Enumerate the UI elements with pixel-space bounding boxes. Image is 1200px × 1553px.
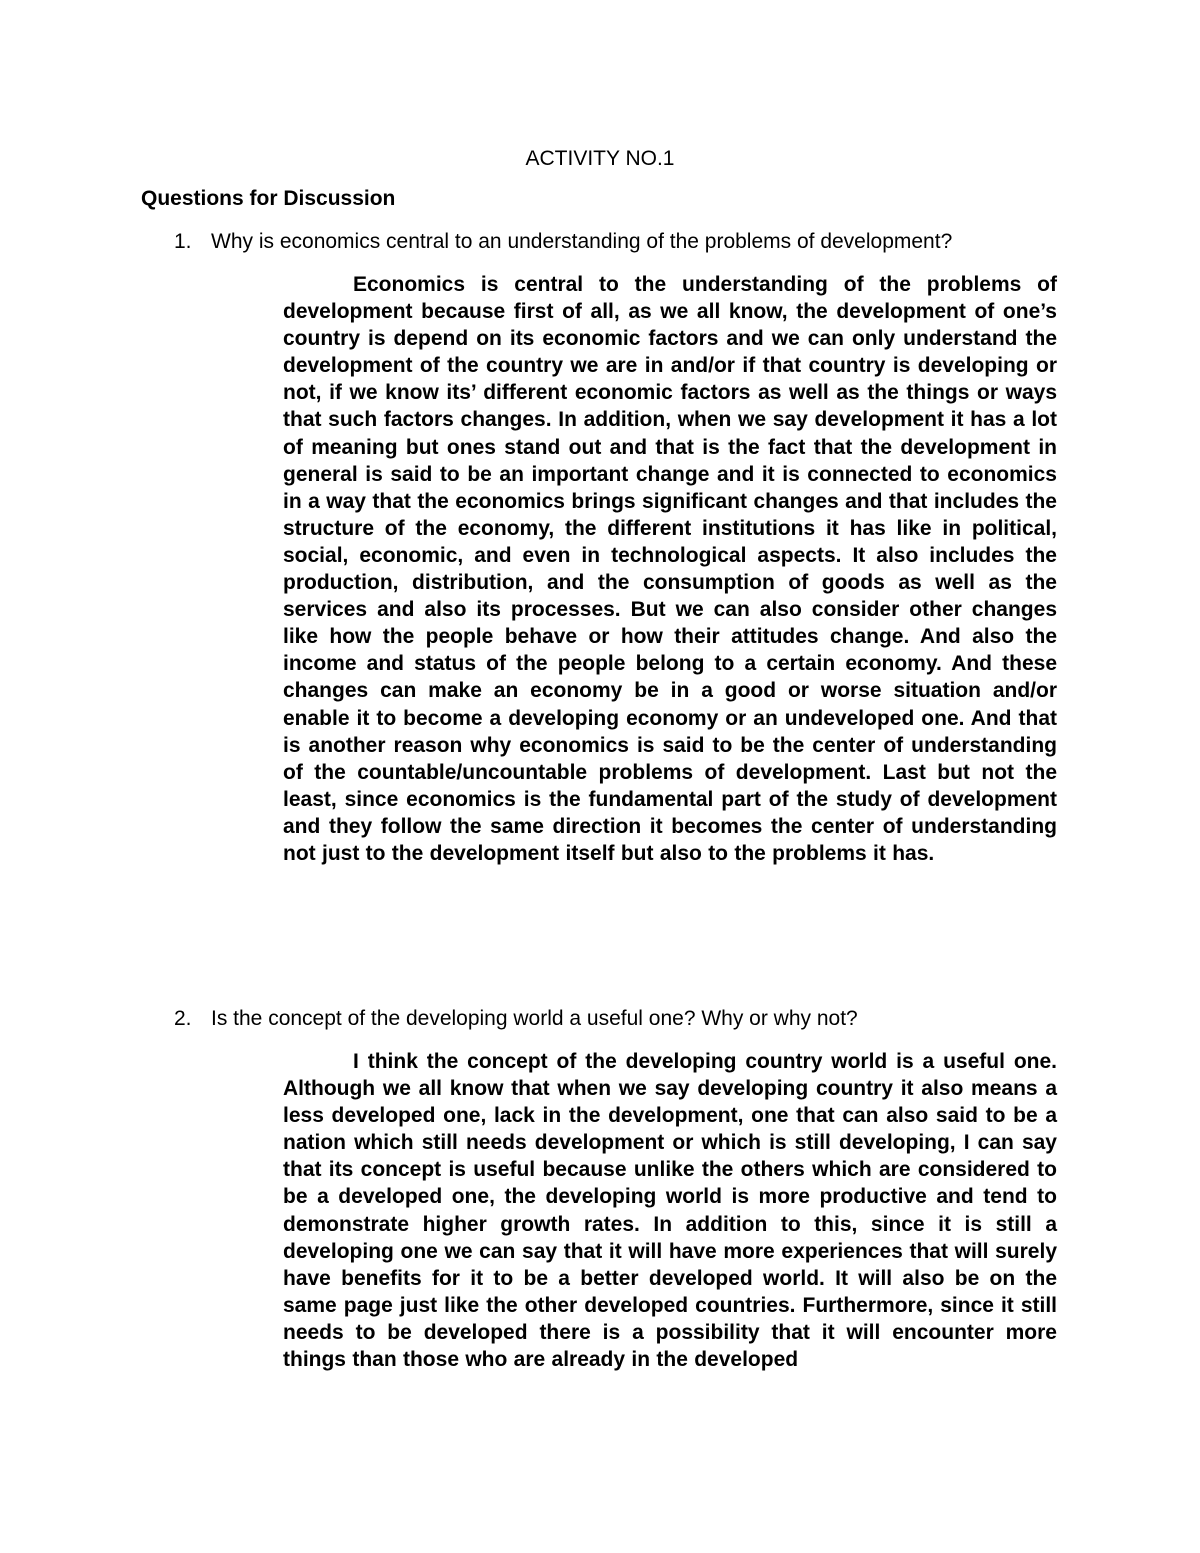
answer-2: I think the concept of the developing country world is a useful one. Although we all know that when we say developing country it also means a less developed one, lack in the development, one that can also said to be a nation which still needs development or which is still developing, I can say that its concept is useful because unlike the others which are considered to be a developed one, the developing world is more productive and tend to demonstrate higher growth rates. In addition to this, since it is still a developing one we can say that it will have more experiences that will surely have benefits for it to be a better developed world. It will also be on the same page just like the other developed countries. Furthermore, since it still needs to be developed there is a possibility that it will encounter more things than those who are already in the developed — [283, 1050, 1057, 1372]
question-1-text: Why is economics central to an understanding of the problems of development? — [211, 230, 953, 253]
question-1 — [174, 229, 1114, 255]
question-2 — [174, 1006, 1114, 1032]
answer-1: Economics is central to the understanding of the problems of development because first of all, as we all know, the development of one’s country is depend on its economic factors and we can only understand the development of the country we are in and/or if that country is developing or not, if we know its’ different economic factors as well as the things or ways that such factors changes. In addition, when we say development it has a lot of meaning but ones stand out and that is the fact that the development in general is said to be an important change and it is connected to economics in a way that the economics brings significant changes and that includes the structure of the economy, the different institutions it has like in political, social, economic, and even in technological aspects. It also includes the production, distribution, and the consumption of goods as well as the services and also its processes. But we can also consider other changes like how the people behave or how their attitudes change. And also the income and status of the people belong to a certain economy. And these changes can make an economy be in a good or worse situation and/or enable it to become a developing economy or an undeveloped one. And that is another reason why economics is said to be the center of understanding of the countable/uncountable problems of development. Last but not the least, since economics is the fundamental part of the study of development and they follow the same direction it becomes the center of understanding not just to the development itself but also to the problems it has. — [283, 273, 1057, 865]
section-heading: Questions for Discussion — [141, 187, 396, 210]
question-2-text: Is the concept of the developing world a useful one? Why or why not? — [211, 1007, 858, 1030]
question-1-number: 1. — [174, 230, 192, 253]
activity-title: ACTIVITY NO.1 — [525, 147, 675, 170]
question-2-number: 2. — [174, 1007, 192, 1030]
